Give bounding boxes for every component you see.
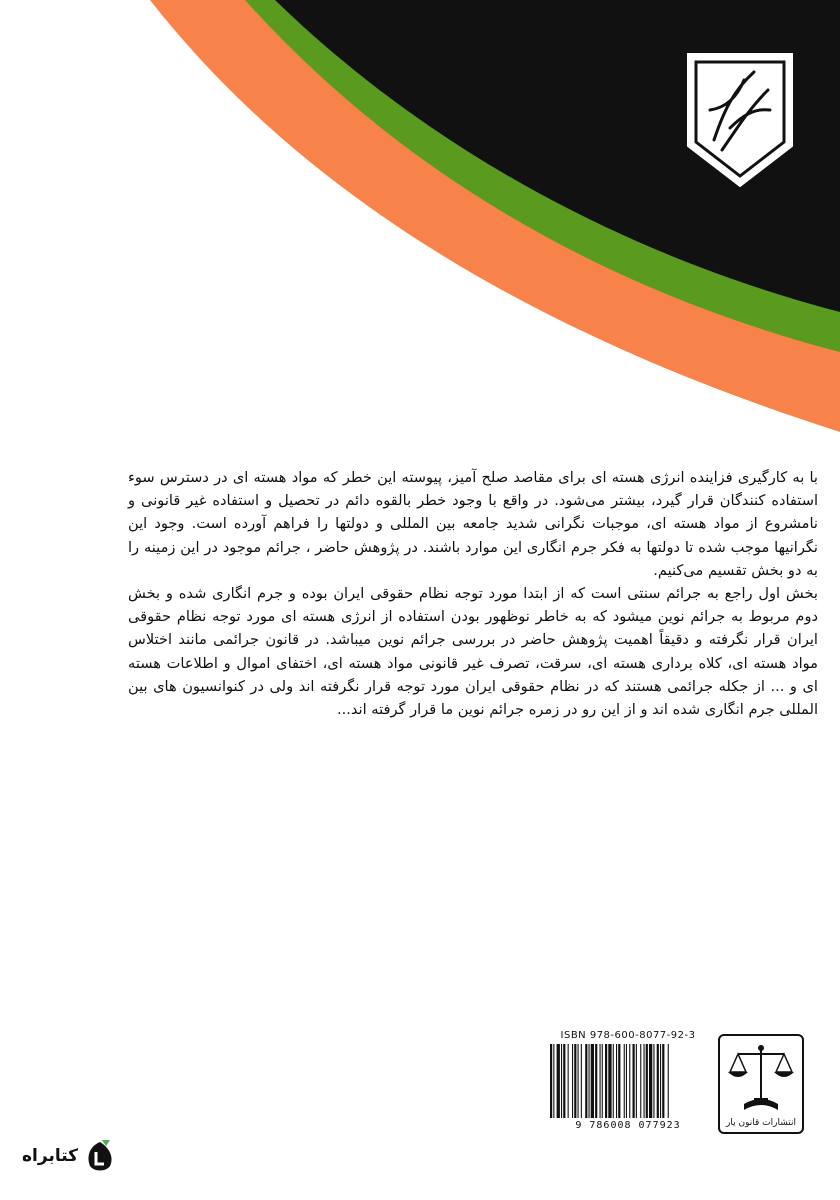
barcode-bar (581, 1044, 582, 1118)
barcode-bar (589, 1044, 590, 1118)
barcode-bar (574, 1044, 576, 1118)
barcode-bar (626, 1044, 627, 1118)
barcode-bar (629, 1044, 630, 1118)
barcode-bar (662, 1044, 664, 1118)
barcode-bar (657, 1044, 659, 1118)
barcode-bar (644, 1044, 645, 1118)
publisher-logo (718, 1034, 804, 1134)
barcode-bar (660, 1044, 661, 1118)
barcode-bar (585, 1044, 587, 1118)
barcode-bar (602, 1044, 603, 1118)
barcode-bar (608, 1044, 611, 1118)
barcode-bar (572, 1044, 573, 1118)
description-paragraph-2: بخش اول راجع به جرائم سنتی است که از ابتدا مورد توجه نظام حقوقی ایران بوده و جرم انگاری شده و بخش دوم مربوط به جرائم نوین میشود که به خاطر نوظهور بودن استفاده از انرژی هسته ای مورد توجه نظام حقوقی ایران قرار نگرفته و دقیقاً اهمیت پژوهش حاضر در بررسی جرائم نوین میباشد. در قانون جرائمی مانند اختلاس مواد هسته ای، کلاه برداری هسته ای، سرقت، تصرف غیر قانونی مواد هسته ای، اختفای اموال و اطلاعات هسته ای و ... از جکله جرائمی هستند که در نظام حقوقی ایران مورد توجه قرار نگرفته اند ولی در کنوانسیون های بین المللی جرم انگاری شده اند و از این رو در زمره جرائم نوین ما قرار گرفته اند... (128, 585, 818, 719)
barcode-bar (624, 1044, 625, 1118)
barcode-bar (568, 1044, 569, 1118)
ean-number: 9 786008 077923 (575, 1120, 681, 1131)
barcode-bar (557, 1044, 560, 1118)
ketabrah-logo-icon (84, 1138, 116, 1174)
barcode-bar (563, 1044, 565, 1118)
barcode-bar (649, 1044, 652, 1118)
barcode-bar (646, 1044, 648, 1118)
barcode-bar (550, 1044, 552, 1118)
barcode-bar (591, 1044, 594, 1118)
barcode-bar (605, 1044, 607, 1118)
calligraphy-crest-icon (684, 50, 796, 190)
barcode-bar (653, 1044, 654, 1118)
description-paragraph-1: با به کارگیری فزاینده انرژی هسته ای برای مقاصد صلح آمیز، پیوسته این خطر که مواد هسته ای در دسترس سوء استفاده کنندگان قرار گیرد، بیشتر می‌شود. در واقع با وجود خطر بالقوه دائم در تحصیل و استفاده غیر قانونی و نامشروع از مواد هسته ای، موجبات نگرانی شدید جامعه بین المللی و دولتها را فراهم آورده است. وجود این نگرانیها موجب شده تا دولتها به فکر جرم انگاری این موارد باشند. در پژوهش حاضر ، جرائم موجود در این زمینه را به دو بخش تقسیم می‌کنیم. (128, 469, 818, 579)
barcode-bar (636, 1044, 637, 1118)
isbn-number: ISBN 978-600-8077-92-3 (560, 1030, 696, 1041)
isbn-barcode (546, 1030, 710, 1134)
publisher-name: انتشارات قانون یار (726, 1118, 796, 1128)
barcode-bar (600, 1044, 601, 1118)
watermark-text: کتابراه (22, 1146, 79, 1166)
barcode-bar (633, 1044, 635, 1118)
barcode-bar (561, 1044, 562, 1118)
barcode-bar (595, 1044, 597, 1118)
barcode-bar (618, 1044, 620, 1118)
barcode-bar (578, 1044, 579, 1118)
barcode-bar (616, 1044, 617, 1118)
scales-of-justice-icon (720, 1038, 802, 1118)
barcode-bar (668, 1044, 669, 1118)
barcode-bars (550, 1044, 706, 1118)
book-description (128, 466, 818, 721)
barcode-bar (553, 1044, 554, 1118)
barcode-bar (640, 1044, 641, 1118)
barcode-bar (613, 1044, 614, 1118)
ketabrah-watermark (22, 1138, 116, 1174)
